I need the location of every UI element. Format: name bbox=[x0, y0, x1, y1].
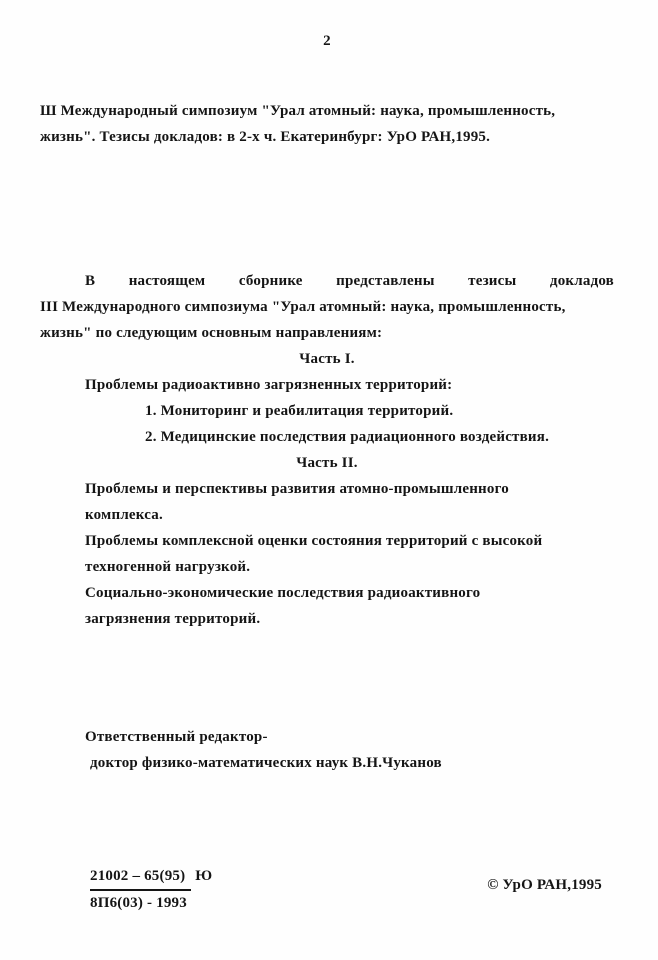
classification-code-denominator: 8П6(03) - 1993 bbox=[90, 895, 187, 911]
classification-code-suffix: Ю bbox=[195, 868, 213, 884]
part2-line: комплекса. bbox=[85, 507, 163, 523]
part1-section bbox=[40, 346, 614, 450]
part1-item: 1. Мониторинг и реабилитация территорий. bbox=[145, 403, 454, 419]
intro-line: III Международного симпозиума "Урал атомный: наука, промышленность, bbox=[40, 299, 566, 315]
part2-heading: Часть II. bbox=[296, 455, 358, 471]
page-footer bbox=[40, 864, 614, 915]
page-number: 2 bbox=[323, 33, 331, 49]
intro-line: В настоящем сборнике представлены тезисы докладов bbox=[85, 273, 614, 289]
editor-name: доктор физико-математических наук В.Н.Чуканов bbox=[90, 755, 442, 771]
intro-paragraph bbox=[40, 268, 614, 346]
copyright-notice: © УрО РАН,1995 bbox=[487, 877, 602, 893]
classification-code bbox=[40, 864, 212, 915]
part2-line: Проблемы и перспективы развития атомно-промышленного bbox=[85, 481, 509, 497]
part2-section bbox=[40, 450, 614, 632]
classification-code-numerator: 21002 – 65(95) bbox=[90, 864, 191, 891]
part2-line: Социально-экономические последствия радиоактивного bbox=[85, 585, 481, 601]
editor-title: Ответственный редактор- bbox=[85, 729, 268, 745]
part1-item: 2. Медицинские последствия радиационного воздействия. bbox=[145, 429, 550, 445]
part2-line: Проблемы комплексной оценки состояния территорий с высокой bbox=[85, 533, 543, 549]
part1-heading: Часть I. bbox=[299, 351, 355, 367]
citation-line: жизнь". Тезисы докладов: в 2-х ч. Екатеринбург: УрО РАН,1995. bbox=[40, 129, 491, 145]
intro-line: жизнь" по следующим основным направлениям: bbox=[40, 325, 383, 341]
part1-lead: Проблемы радиоактивно загрязненных территорий: bbox=[85, 377, 453, 393]
citation-line: Ш Международный симпозиум "Урал атомный: наука, промышленность, bbox=[40, 103, 556, 119]
classification-code-top-row bbox=[90, 864, 212, 891]
part2-line: загрязнения территорий. bbox=[85, 611, 261, 627]
citation-block bbox=[40, 98, 614, 150]
part2-line: техногенной нагрузкой. bbox=[85, 559, 251, 575]
editor-block bbox=[40, 724, 614, 776]
